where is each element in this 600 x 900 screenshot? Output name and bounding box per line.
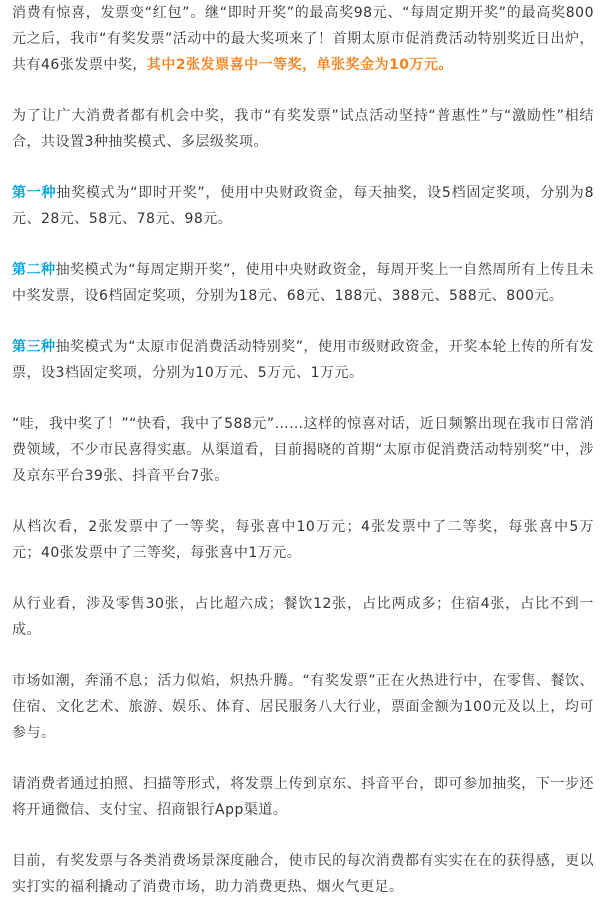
paragraph-industries	[12, 591, 594, 643]
paragraph-mode-one	[12, 180, 594, 232]
paragraph-text: 请消费者通过拍照、扫描等形式，将发票上传到京东、抖音平台，即可参加抽奖，下一步还将开通微信、支付宝、招商银行App渠道。	[12, 776, 594, 818]
paragraph-tiers	[12, 514, 594, 566]
mode-one-lead: 第一种	[12, 185, 57, 201]
paragraph-text: 目前，有奖发票与各类消费场景深度融合，使市民的每次消费都有实实在在的获得感，更以实打实的福利撬动了消费市场，助力消费更热、烟火气更足。	[12, 853, 594, 895]
paragraph-upload	[12, 771, 594, 823]
paragraph-text: 市场如潮，奔涌不息；活力似焰，炽热升腾。“有奖发票”正在火热进行中，在零售、餐饮、住宿、文化艺术、旅游、娱乐、体育、居民服务八大行业，票面金额为100元及以上，均可参与。	[12, 673, 594, 741]
paragraph-quotes	[12, 411, 594, 489]
paragraph-text: 从行业看，涉及零售30张，占比超六成；餐饮12张，占比两成多；住宿4张，占比不到一成。	[12, 596, 594, 638]
paragraph-text: 抽奖模式为“太原市促消费活动特别奖”，使用市级财政资金，开奖本轮上传的所有发票，设3档固定奖项，分别为10万元、5万元、1万元。	[12, 339, 594, 381]
mode-two-lead: 第二种	[12, 262, 56, 278]
paragraph-text: 抽奖模式为“即时开奖”，使用中央财政资金，每天抽奖，设5档固定奖项，分别为8元、28元、58元、78元、98元。	[12, 185, 594, 227]
paragraph-intro	[12, 0, 594, 78]
paragraph-text: 从档次看，2张发票中了一等奖，每张喜中10万元；4张发票中了二等奖，每张喜中5万元；40张发票中了三等奖，每张喜中1万元。	[12, 519, 594, 561]
paragraph-text: 消费有惊喜，发票变“红包”。继“即时开奖”的最高奖98元、“每周定期开奖”的最高奖800元之后，我市“有奖发票”活动中的最大奖项来了！首期太原市促消费活动特别奖近日出炉，共有46张发票中奖，	[12, 5, 594, 73]
mode-three-lead: 第三种	[12, 339, 56, 355]
paragraph-mode-two	[12, 257, 594, 309]
paragraph-conclusion	[12, 848, 594, 900]
paragraph-market	[12, 668, 594, 746]
paragraph-text: 抽奖模式为“每周定期开奖”，使用中央财政资金，每周开奖上一自然周所有上传且未中奖发票，设6档固定奖项，分别为18元、68元、188元、388元、588元、800元。	[12, 262, 594, 304]
paragraph-overview	[12, 103, 594, 155]
paragraph-mode-three	[12, 334, 594, 386]
highlight-first-prize: 其中2张发票喜中一等奖，单张奖金为10万元。	[146, 57, 454, 73]
paragraph-text: 为了让广大消费者都有机会中奖，我市“有奖发票”试点活动坚持“普惠性”与“激励性”相结合，共设置3种抽奖模式、多层级奖项。	[12, 108, 594, 150]
paragraph-text: “哇，我中奖了！”“快看，我中了588元”……这样的惊喜对话，近日频繁出现在我市日常消费领域，不少市民喜得实惠。从渠道看，目前揭晓的首期“太原市促消费活动特别奖”中，涉及京东平台39张、抖音平台7张。	[12, 416, 594, 484]
